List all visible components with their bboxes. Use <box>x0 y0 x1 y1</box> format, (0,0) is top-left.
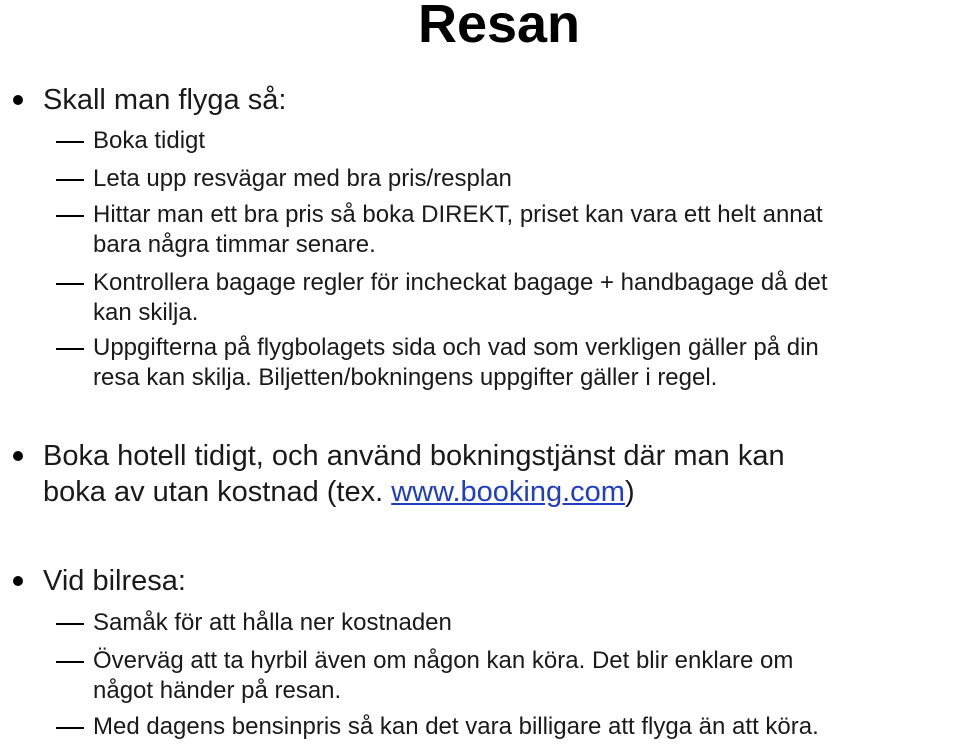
dash-icon <box>56 727 84 729</box>
subitem-boka-tidigt <box>93 126 205 156</box>
subitem-text-line2: resa kan skilja. Biljetten/bokningens uppgifter gäller i regel. <box>93 364 718 391</box>
subitem-leta-resvagar <box>93 164 512 194</box>
dash-icon <box>56 141 84 143</box>
bullet-text-line1: Boka hotell tidigt, och använd bokningstjänst där man kan <box>43 440 785 472</box>
subitem-text: Med dagens bensinpris så kan det vara billigare att flyga än att köra. <box>93 713 819 740</box>
subitem-text-line1: Hittar man ett bra pris så boka DIREKT, priset kan vara ett helt annat <box>93 201 823 228</box>
bullet-icon <box>13 95 23 105</box>
dash-icon <box>56 661 84 663</box>
subitem-text: Samåk för att hålla ner kostnaden <box>93 609 452 636</box>
dash-icon <box>56 283 84 285</box>
subitem-bagage-regler <box>93 268 828 328</box>
subitem-text: Boka tidigt <box>93 127 206 154</box>
bullet-hotell <box>43 438 785 510</box>
bullet-text: Skall man flyga så: <box>43 84 287 116</box>
subitem-text-line2: något händer på resan. <box>93 677 342 704</box>
bullet-text: Vid bilresa: <box>43 565 186 597</box>
subitem-text-line1: Kontrollera bagage regler för incheckat bagage + handbagage då det <box>93 269 828 296</box>
bullet-text-suffix: ) <box>624 476 635 508</box>
subitem-uppgifterna <box>93 333 819 393</box>
subitem-text-line1: Överväg att ta hyrbil även om någon kan köra. Det blir enklare om <box>93 647 794 674</box>
subitem-boka-direkt <box>93 200 823 260</box>
slide-title: Resan <box>417 0 581 54</box>
bullet-icon <box>13 451 23 461</box>
subitem-samak <box>93 608 452 638</box>
booking-link[interactable]: www.booking.com <box>391 476 625 508</box>
bullet-bilresa <box>43 563 186 599</box>
subitem-bensinpris <box>93 712 819 742</box>
subitem-text-line2: bara några timmar senare. <box>93 231 376 258</box>
dash-icon <box>56 179 84 181</box>
bullet-text-line2: boka av utan kostnad (tex. <box>43 476 392 508</box>
subitem-text: Leta upp resvägar med bra pris/resplan <box>93 165 512 192</box>
bullet-flyga <box>43 82 286 118</box>
subitem-text-line1: Uppgifterna på flygbolagets sida och vad som verkligen gäller på din <box>93 334 819 361</box>
dash-icon <box>56 623 84 625</box>
dash-icon <box>56 348 84 350</box>
bullet-icon <box>13 576 23 586</box>
subitem-text-line2: kan skilja. <box>93 299 199 326</box>
subitem-hyrbil <box>93 646 793 706</box>
dash-icon <box>56 215 84 217</box>
